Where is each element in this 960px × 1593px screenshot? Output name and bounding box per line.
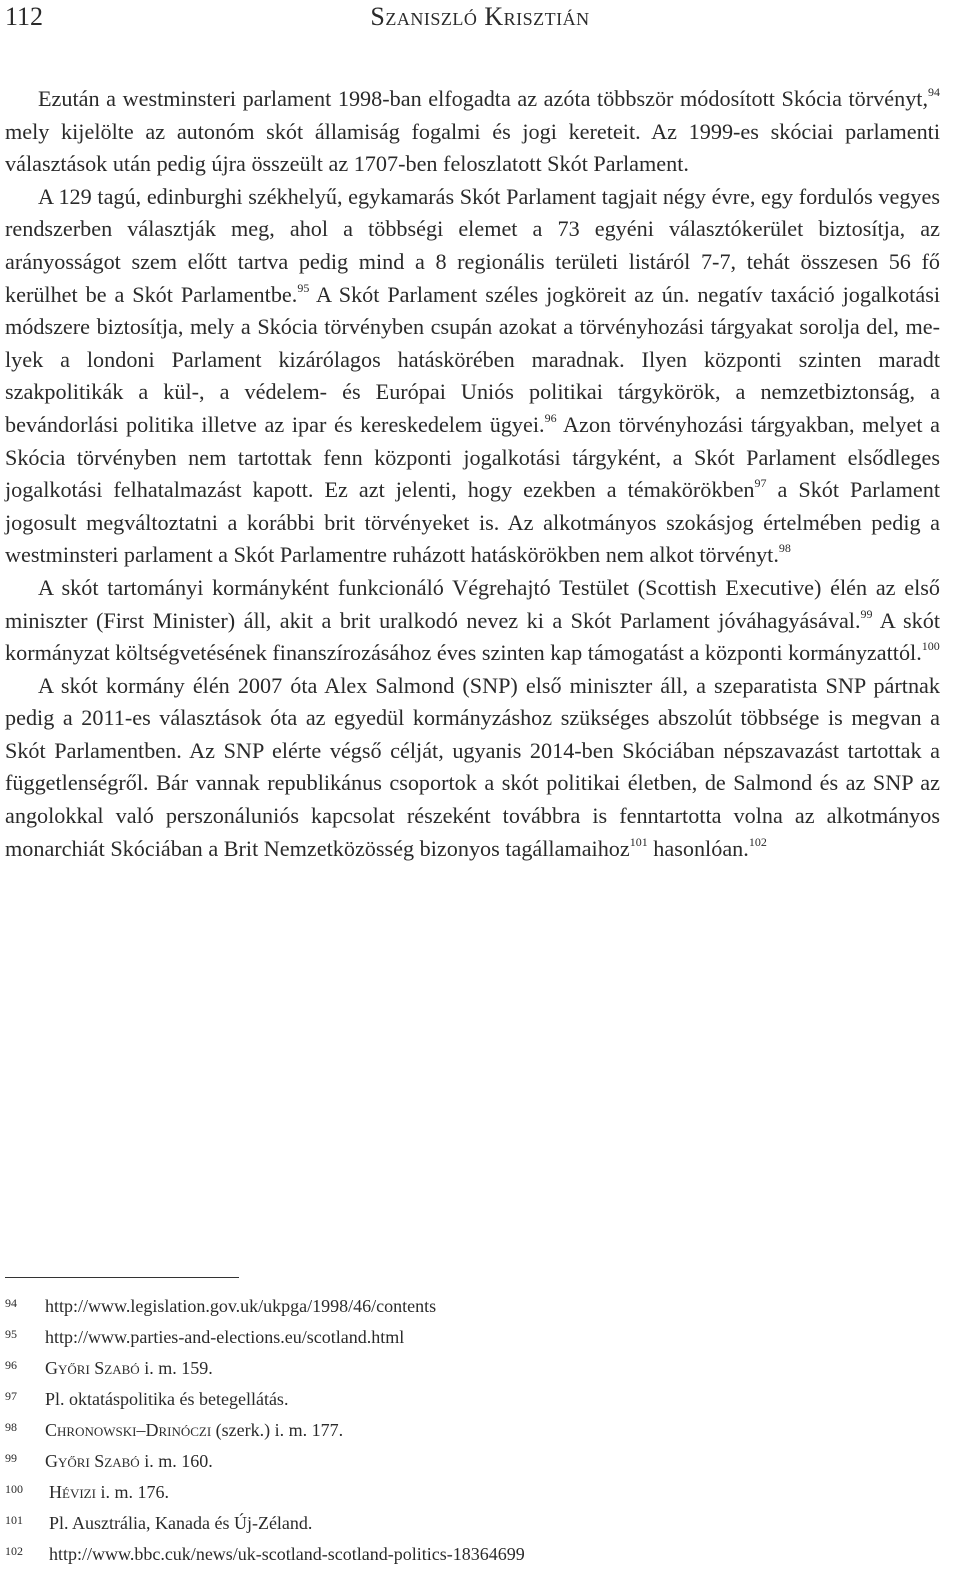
footnote-101: 101 Pl. Ausztrália, Kanada és Új-Zéland. bbox=[5, 1513, 313, 1533]
paragraph-1: Ezután a westminsteri parlament 1998-ban elfogadta az azóta többször módosított Skócia törvényt,$^{94}$ mely kijelölte az autonóm skót államiság fogalmi és jogi kereteit. Az 1999-es skóciai parlamenti választások után pedig újra összeült az 1707-ben feloszlatott Skót Parlament. bbox=[5, 84, 940, 177]
footnote-ref-102[interactable]: 102 bbox=[748, 834, 767, 849]
footnote-99: 99 Győri Szabó i. m. 160. bbox=[5, 1451, 213, 1471]
footnote-98: 98 Chronowski–Drinóczi (szerk.) i. m. 177. bbox=[5, 1420, 344, 1440]
paragraph-3: A skót tartományi kormányként funkcionáló Végrehajtó Testület (Scottish Executive) élén az első miniszter (First Minister) áll, akit a brit uralkodó nevez ki a Skót Parlament jóváhagyásával.$^{99}$ A skót kormányzat költségvetésének finanszírozásához éves szinten kap támogatást a központi kormányzattól.$^{100}$ bbox=[5, 574, 940, 666]
footnote-ref-100[interactable]: 100 bbox=[921, 638, 940, 653]
footnotes bbox=[5, 1288, 905, 1567]
paragraph-4: A skót kormány élén 2007 óta Alex Salmond (SNP) első miniszter áll, a szeparatista SNP pártnak pedig a 2011-es választások óta az egyedül kormányzáshoz szükséges abszolút többsége is megvan a Skót Parlamentben. Az SNP elérte végső célját, ugyanis 2014-ben Skóciában népszavazást tartottak a függetlenségről. Bár vannak republikánus csoportok a skót politikai életben, de Salmond és az SNP az angolokkal való perszonáluniós kapcsolat részeként továbbra is fenntartotta volna az alkotmányos monarchiát Skóciában a Brit Nemzetközösség bizonyos tagállamaihoz$^{101}$ hasonlóan.$^{102}$ bbox=[5, 672, 940, 861]
footnote-link[interactable]: http://www.bbc.cuk/news/uk-scotland-scotland-politics-18364699 bbox=[49, 1544, 525, 1564]
body-text bbox=[5, 83, 940, 865]
footnote-link[interactable]: http://www.parties-and-elections.eu/scotland.html bbox=[45, 1327, 405, 1347]
footnote-94: 94 http://www.legislation.gov.uk/ukpga/1998/46/contents bbox=[5, 1296, 437, 1316]
footnote-100: 100 Hévizi i. m. 176. bbox=[5, 1482, 169, 1502]
page-number: 112 bbox=[5, 2, 44, 31]
footnote-ref-96[interactable]: 96 bbox=[544, 410, 557, 425]
footnote-97: 97 Pl. oktatáspolitika és betegellátás. bbox=[5, 1389, 289, 1409]
footnote-ref-95[interactable]: 95 bbox=[297, 280, 310, 295]
running-head: Szaniszló Krisztián bbox=[370, 2, 590, 31]
footnote-102: 102 http://www.bbc.cuk/news/uk-scotland-scotland-politics-18364699 bbox=[5, 1544, 525, 1564]
footnote-author: Győri Szabó bbox=[45, 1358, 140, 1378]
footnote-author: Chronowski–Drinóczi bbox=[45, 1420, 212, 1440]
paragraph-2: A 129 tagú, edinburghi székhelyű, egykamarás Skót Parlament tagjait négy évre, egy fordulós vegyes rendszerben választják meg, ahol a többségi elemet a 73 egyéni választókerület biztosítja, az arányosságot szem előtt tartva pedig mind a 8 regionális területi listáról 7-7, tehát összesen 56 fő kerülhet be a Skót Parlamentbe.$^{95}$ A Skót Parlament széles jogköreit az ún. negatív taxáció jogalkotási módszere biztosítja, mely a Skócia törvényben csupán azokat a törvényhozási tárgyakat sorolja del, melyek a londoni Parlament kizárólagos hatáskörében maradnak. Ilyen központi szinten maradt szakpolitikák a kül-, a védelem- és Európai Uniós politikai tárgykörök, a nemzetbiztonság, a bevándorlási politika illetve az ipar és kereskedelem ügyei.$^{96}$ Azon törvényhozási tárgyakban, melyet a Skócia törvényben nem tartottak fenn központi jogalkotási tárgyként, a Skót Parlament elsődleges jogalkotási felhatalmazást kapott. Ez azt jelenti, hogy ezekben a témakörökben$^{97}$ a Skót Parlament jogosult megváltoztatni a korábbi brit törvényeket is. Az alkotmányos szokásjog értelmében pedig a westminsteri parlament a Skót Parlamentre ruházott hatáskörökben nem alkot törvényt.$^{98}$ bbox=[5, 183, 940, 568]
footnote-ref-101[interactable]: 101 bbox=[629, 834, 648, 849]
footnote-ref-99[interactable]: 99 bbox=[860, 606, 873, 621]
footnote-ref-98[interactable]: 98 bbox=[778, 541, 791, 556]
page-header bbox=[5, 0, 955, 34]
footnote-ref-97[interactable]: 97 bbox=[754, 475, 767, 490]
footnote-author: Győri Szabó bbox=[45, 1451, 140, 1471]
footnote-link[interactable]: http://www.legislation.gov.uk/ukpga/1998/46/contents bbox=[45, 1296, 437, 1316]
footnote-separator bbox=[5, 1277, 239, 1278]
footnote-author: Hévizi bbox=[49, 1482, 96, 1502]
footnote-96: 96 Győri Szabó i. m. 159. bbox=[5, 1358, 213, 1378]
footnote-ref-94[interactable]: 94 bbox=[928, 84, 940, 99]
footnote-95: 95 http://www.parties-and-elections.eu/scotland.html bbox=[5, 1327, 405, 1347]
